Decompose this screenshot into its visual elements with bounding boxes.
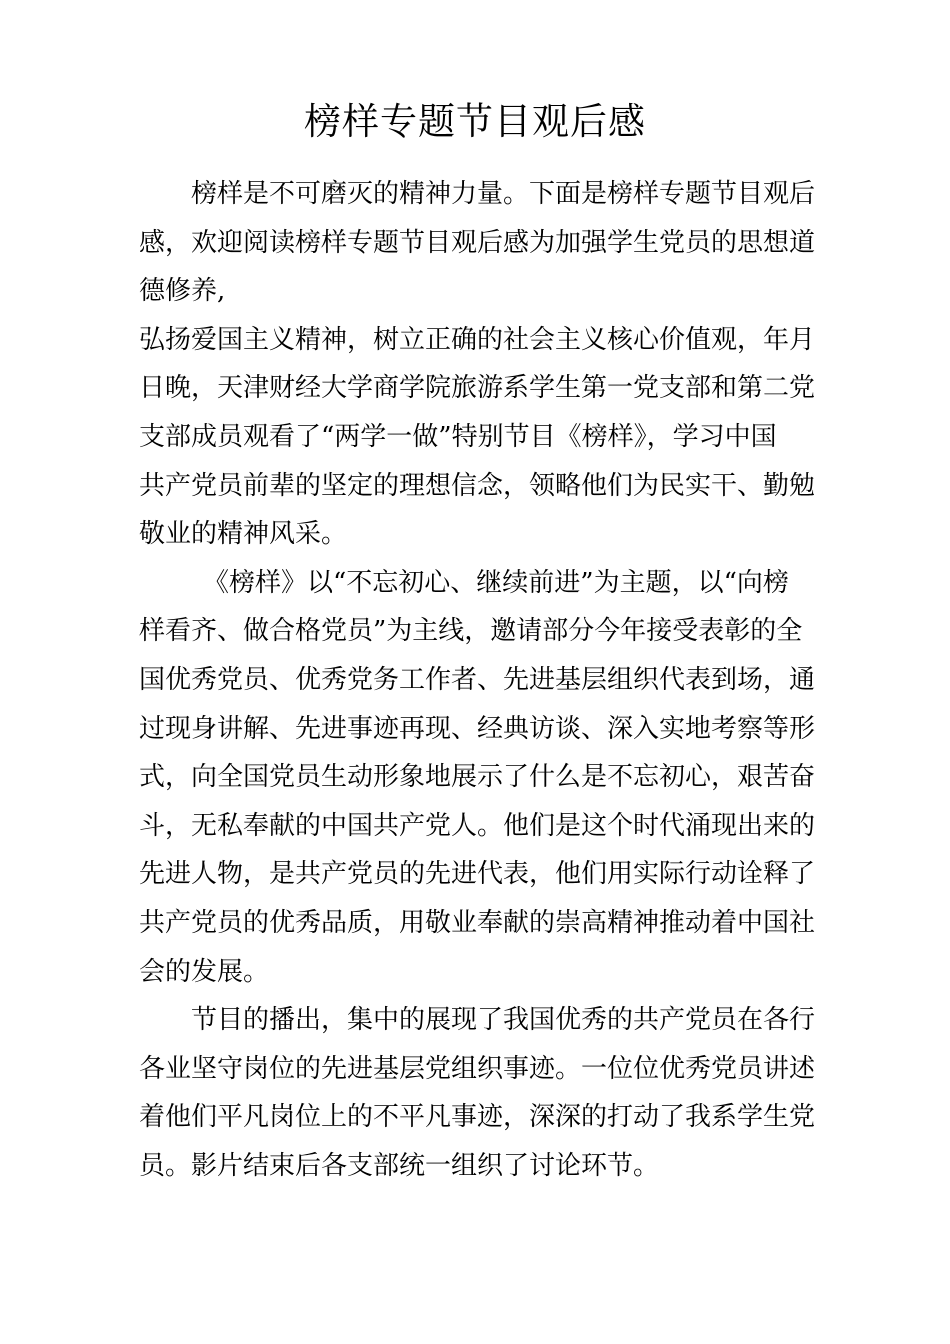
- text-line: 共产党员的优秀品质，用敬业奉献的崇高精神推动着中国社: [139, 907, 816, 938]
- text-line: 先进人物，是共产党员的先进代表，他们用实际行动诠释了: [139, 859, 816, 890]
- text-line: 感，欢迎阅读榜样专题节目观后感为加强学生党员的思想道: [139, 227, 816, 258]
- text-line: 国优秀党员、优秀党务工作者、先进基层组织代表到场，通: [139, 664, 816, 695]
- text-line: 斗，无私奉献的中国共产党人。他们是这个时代涌现出来的: [139, 810, 816, 841]
- text-line: 德修养,: [139, 276, 226, 307]
- text-line: 敬业的精神风采。: [139, 519, 348, 550]
- text-line: 过现身讲解、先进事迹再现、经典访谈、深入实地考察等形: [139, 713, 816, 744]
- text-line: 各业坚守岗位的先进基层党组织事迹。一位位优秀党员讲述: [139, 1053, 816, 1084]
- text-line: 榜样是不可磨灭的精神力量。下面是榜样专题节目观后: [191, 179, 816, 209]
- text-line: 员。影片结束后各支部统一组织了讨论环节。: [139, 1150, 660, 1181]
- text-line: 节目的播出，集中的展现了我国优秀的共产党员在各行: [191, 1005, 816, 1036]
- text-line: 共产党员前辈的坚定的理想信念，领略他们为民实干、勤勉: [139, 470, 816, 501]
- text-line: 支部成员观看了“两学一做”特别节目《榜样》，学习中国: [139, 421, 777, 452]
- document-body: [139, 170, 829, 1190]
- text-line: 弘扬爱国主义精神，树立正确的社会主义核心价值观，年月: [139, 324, 816, 355]
- text-line: 式，向全国党员生动形象地展示了什么是不忘初心，艰苦奋: [139, 762, 816, 793]
- text-line: 《榜样》以“不忘初心、继续前进”为主题，以“向榜: [203, 567, 789, 598]
- text-line: 着他们平凡岗位上的不平凡事迹，深深的打动了我系学生党: [139, 1102, 816, 1133]
- text-line: 日晚，天津财经大学商学院旅游系学生第一党支部和第二党: [139, 373, 816, 404]
- text-line: 会的发展。: [139, 956, 270, 987]
- document-title: 榜样专题节目观后感: [304, 100, 646, 143]
- text-line: 样看齐、做合格党员”为主线，邀请部分今年接受表彰的全: [139, 616, 803, 647]
